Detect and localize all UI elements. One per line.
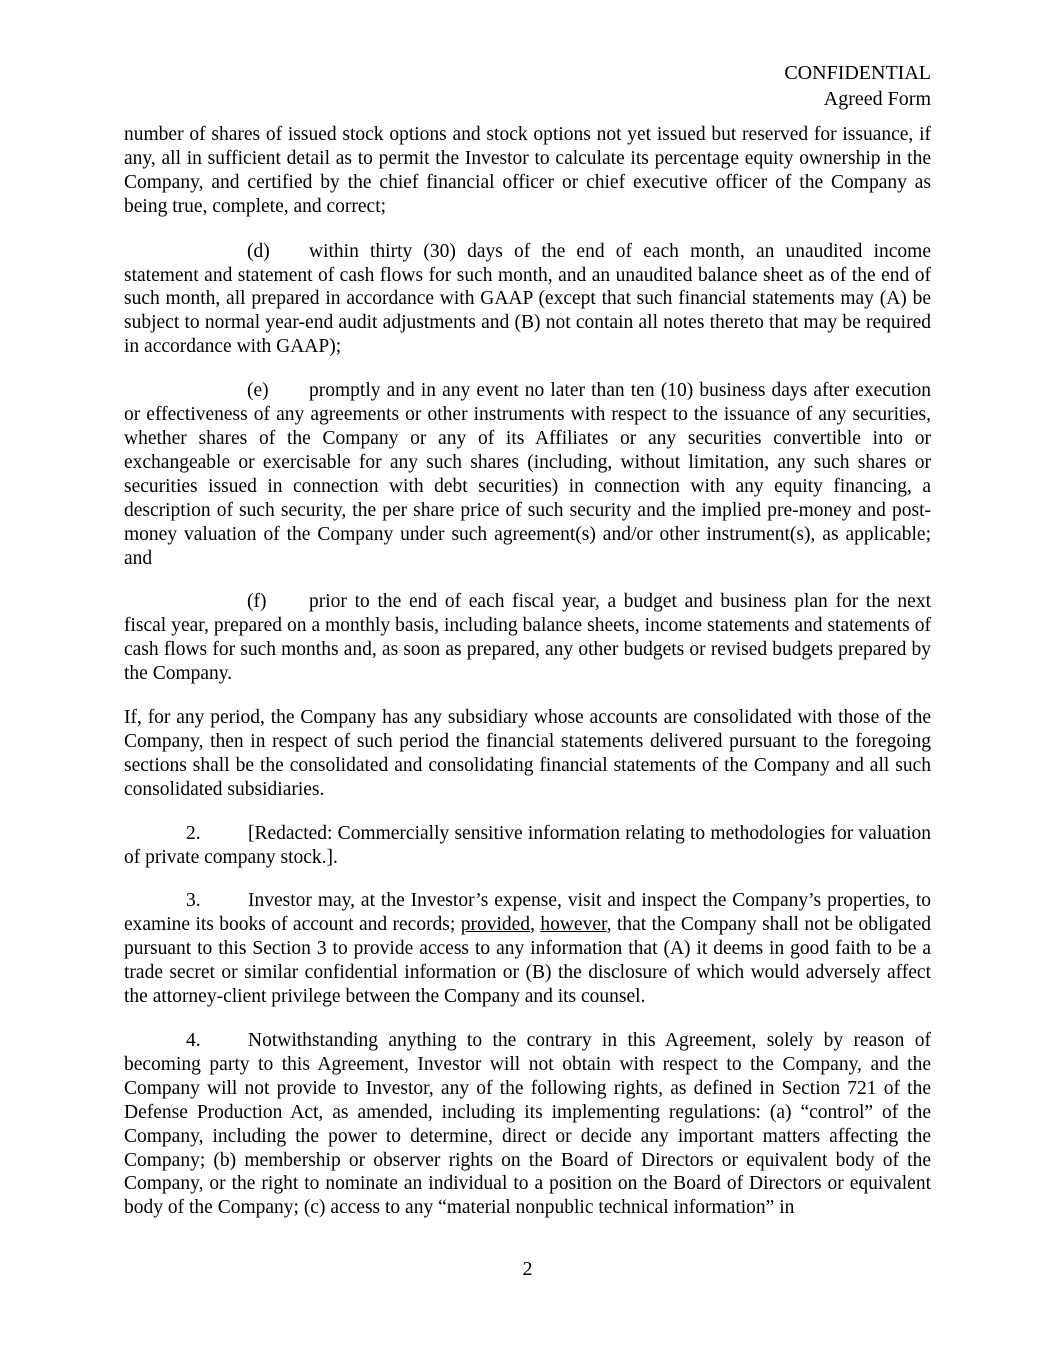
section-2 [124, 822, 931, 870]
item-e [124, 379, 931, 570]
provided-term: provided [460, 914, 531, 936]
section-3-text-before: Investor may, at the Investor’s expense, visit and inspect the Company’s properties, to examine its books of account and records; [124, 890, 931, 936]
item-d-text: within thirty (30) days of the end of each month, an unaudited income statement and statement of cash flows for such month, and an unaudited balance sheet as of the end of such month, all prepared in accordance with GAAP (except that such financial statements may (A) be subject to normal year-end audit adjustments and (B) not contain all notes thereto that may be required in accordance with GAAP); [124, 240, 931, 358]
page-number: 2 [522, 1258, 533, 1280]
item-e-label: (e) [247, 380, 269, 402]
document-body [124, 123, 931, 1240]
item-f-text: prior to the end of each fiscal year, a budget and business plan for the next fiscal year, prepared on a monthly basis, including balance sheets, income statements and statements of cash flows for such months and, as soon as prepared, any other budgets or revised budgets prepared by the Company. [124, 591, 931, 685]
section-4 [124, 1029, 931, 1220]
section-2-text: [Redacted: Commercially sensitive information relating to methodologies for valuation of private company stock.]. [124, 822, 931, 868]
item-f [124, 590, 931, 686]
confidential-label: CONFIDENTIAL [784, 62, 931, 84]
however-term: however [540, 914, 607, 936]
consolidation-paragraph: If, for any period, the Company has any subsidiary whose accounts are consolidated with those of the Company, then in respect of such period the financial statements delivered pursuant to the foregoing sections shall be the consolidated and consolidating financial statements of the Company and all such consolidated subsidiaries. [124, 707, 931, 800]
section-4-number: 4. [186, 1030, 201, 1051]
item-d [124, 240, 931, 360]
agreed-form-label: Agreed Form [823, 88, 931, 110]
item-f-label: (f) [247, 591, 267, 613]
section-3 [124, 889, 931, 1009]
continued-paragraph: number of shares of issued stock options and stock options not yet issued but reserved for issuance, if any, all in sufficient detail as to permit the Investor to calculate its percentage equity ownership in the Company, and certified by the chief financial officer or chief executive officer of the Company as being true, complete, and correct; [124, 124, 931, 217]
section-4-text: Notwithstanding anything to the contrary in this Agreement, solely by reason of becoming party to this Agreement, Investor will not obtain with respect to the Company, and the Company will not provide to Investor, any of the following rights, as defined in Section 721 of the Defense Production Act, as amended, including its implementing regulations: (a) “control” of the Company, including the power to determine, direct or decide any important matters affecting the Company; (b) membership or observer rights on the Board of Directors or equivalent body of the Company, or the right to nominate an individual to a position on the Board of Directors or equivalent body of the Company; (c) access to any “material nonpublic technical information” in [124, 1030, 931, 1219]
section-2-number: 2. [186, 822, 201, 844]
section-3-number: 3. [186, 890, 201, 912]
item-e-text: promptly and in any event no later than ten (10) business days after execution or effectiveness of any agreements or other instruments with respect to the issuance of any securities, whether shares of the Company or any of its Affiliates or any securities convertible into or exchangeable or exercisable for any such shares (including, without limitation, any such shares or securities issued in connection with debt securities) in connection with any equity financing, a description of such security, the per share price of such security and the implied pre-money and post-money valuation of the Company under such agreement(s) and/or other instrument(s), as applicable; and [124, 380, 931, 569]
item-d-label: (d) [247, 240, 270, 262]
section-3-comma: , [530, 914, 535, 936]
section-3-text-after: , that the Company shall not be obligated pursuant to this Section 3 to provide access to any information that (A) it deems in good faith to be a trade secret or similar confidential information or (B) the disclosure of which would adversely affect the attorney-client privilege between the Company and its counsel. [124, 914, 932, 1008]
page-header [784, 60, 931, 112]
